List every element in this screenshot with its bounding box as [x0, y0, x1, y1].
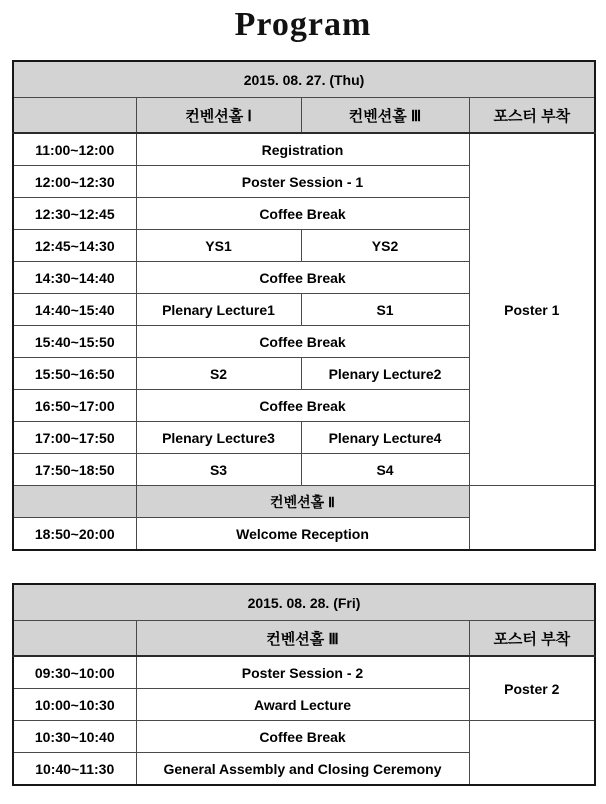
event-cell: Registration — [136, 133, 469, 166]
column-header-hall-1: 컨벤션홀 Ⅰ — [136, 98, 301, 134]
time-cell: 15:50~16:50 — [13, 358, 136, 390]
event-cell: Award Lecture — [136, 689, 469, 721]
poster-span-cell: Poster 2 — [469, 656, 595, 721]
evening-hall-header: 컨벤션홀 Ⅱ — [136, 486, 469, 518]
event-cell: Welcome Reception — [136, 518, 469, 551]
time-cell: 14:40~15:40 — [13, 294, 136, 326]
time-cell: 15:40~15:50 — [13, 326, 136, 358]
date-header-row — [13, 61, 595, 98]
date-header: 2015. 08. 27. (Thu) — [13, 61, 595, 98]
empty-poster-cell — [469, 486, 595, 551]
event-cell-hall-3: YS2 — [301, 230, 469, 262]
time-cell: 17:00~17:50 — [13, 422, 136, 454]
event-cell: Poster Session - 1 — [136, 166, 469, 198]
event-cell: Coffee Break — [136, 721, 469, 753]
event-cell: General Assembly and Closing Ceremony — [136, 753, 469, 786]
column-header-poster: 포스터 부착 — [469, 621, 595, 657]
schedule-row — [13, 133, 595, 166]
time-cell: 10:30~10:40 — [13, 721, 136, 753]
date-header: 2015. 08. 28. (Fri) — [13, 584, 595, 621]
column-header-hall-3: 컨벤션홀 Ⅲ — [301, 98, 469, 134]
time-cell: 09:30~10:00 — [13, 656, 136, 689]
time-cell: 17:50~18:50 — [13, 454, 136, 486]
time-cell: 16:50~17:00 — [13, 390, 136, 422]
event-cell-hall-1: S3 — [136, 454, 301, 486]
event-cell-hall-3: Plenary Lecture2 — [301, 358, 469, 390]
column-header-row — [13, 621, 595, 657]
time-cell: 18:50~20:00 — [13, 518, 136, 551]
event-cell: Coffee Break — [136, 326, 469, 358]
column-header-hall-3: 컨벤션홀 Ⅲ — [136, 621, 469, 657]
event-cell-hall-1: Plenary Lecture1 — [136, 294, 301, 326]
column-header-poster: 포스터 부착 — [469, 98, 595, 134]
time-cell: 12:45~14:30 — [13, 230, 136, 262]
event-cell: Poster Session - 2 — [136, 656, 469, 689]
time-cell: 11:00~12:00 — [13, 133, 136, 166]
column-header-time — [13, 98, 136, 134]
column-header-time — [13, 621, 136, 657]
event-cell: Coffee Break — [136, 262, 469, 294]
event-cell-hall-3: S1 — [301, 294, 469, 326]
time-cell: 14:30~14:40 — [13, 262, 136, 294]
time-cell: 10:00~10:30 — [13, 689, 136, 721]
schedule-row — [13, 721, 595, 753]
evening-hall-header-row — [13, 486, 595, 518]
schedule-table-day2 — [12, 583, 596, 786]
date-header-row — [13, 584, 595, 621]
time-cell: 12:30~12:45 — [13, 198, 136, 230]
event-cell-hall-1: YS1 — [136, 230, 301, 262]
event-cell-hall-3: S4 — [301, 454, 469, 486]
empty-poster-cell — [469, 721, 595, 786]
time-cell: 12:00~12:30 — [13, 166, 136, 198]
schedule-row — [13, 656, 595, 689]
event-cell: Coffee Break — [136, 198, 469, 230]
time-cell: 10:40~11:30 — [13, 753, 136, 786]
event-cell-hall-1: S2 — [136, 358, 301, 390]
event-cell: Coffee Break — [136, 390, 469, 422]
event-cell-hall-3: Plenary Lecture4 — [301, 422, 469, 454]
column-header-row — [13, 98, 595, 134]
event-cell-hall-1: Plenary Lecture3 — [136, 422, 301, 454]
poster-span-cell: Poster 1 — [469, 133, 595, 486]
empty-gray-cell — [13, 486, 136, 518]
page-title: Program — [234, 6, 372, 43]
schedule-table-day1 — [12, 60, 596, 551]
